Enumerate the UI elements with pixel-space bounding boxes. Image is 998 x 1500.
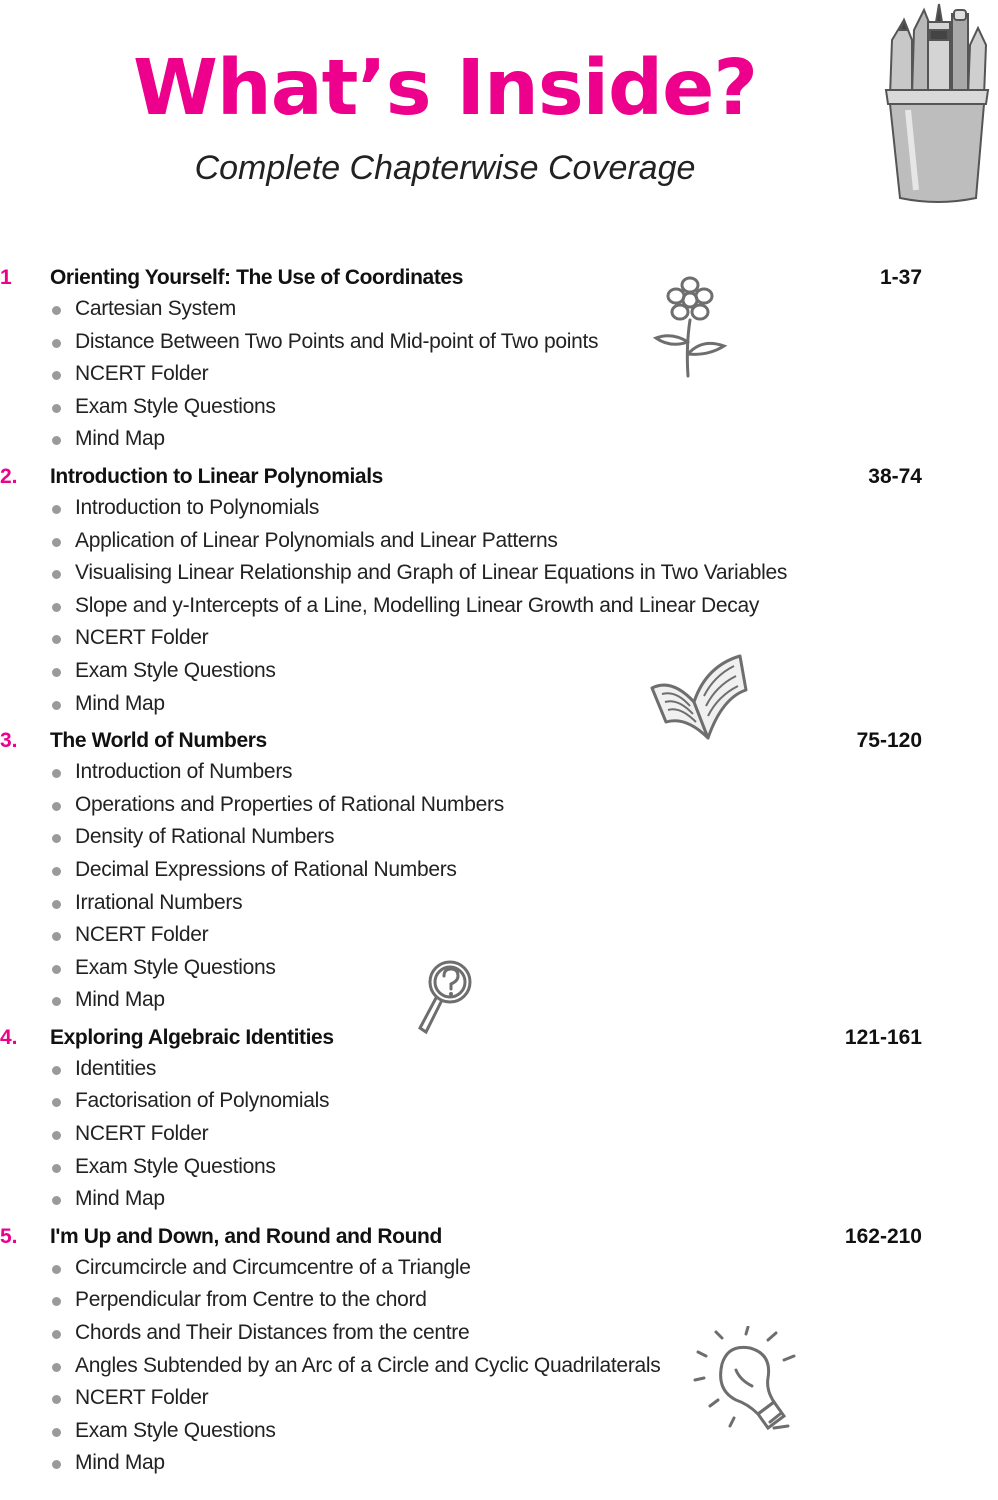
chapter-heading (0, 1023, 998, 1053)
bullet-icon (52, 570, 61, 579)
bullet-icon (52, 965, 61, 974)
topic-item (0, 655, 998, 688)
bullet-icon (52, 1098, 61, 1107)
topic-item (0, 756, 998, 789)
topic-label: Chords and Their Distances from the centre (75, 1321, 470, 1345)
bullet-icon (52, 932, 61, 941)
chapter-title: I'm Up and Down, and Round and Round (50, 1224, 442, 1248)
topic-item (0, 622, 998, 655)
table-of-contents (0, 263, 998, 1486)
chapter-block (0, 263, 998, 456)
topic-item (0, 854, 998, 887)
topic-label: NCERT Folder (75, 362, 209, 386)
bullet-icon (52, 1196, 61, 1205)
chapter-block (0, 726, 998, 1017)
topic-label: NCERT Folder (75, 1386, 209, 1410)
chapter-block (0, 1023, 998, 1216)
topic-label: Visualising Linear Relationship and Graph of Linear Equations in Two Variables (75, 561, 788, 585)
bullet-icon (52, 769, 61, 778)
topic-item (0, 423, 998, 456)
topic-item (0, 688, 998, 721)
topic-label: Decimal Expressions of Rational Numbers (75, 857, 457, 881)
topic-label: Operations and Properties of Rational Numbers (75, 792, 504, 816)
page-subtitle: Complete Chapterwise Coverage (194, 149, 696, 187)
topic-label: Exam Style Questions (75, 394, 276, 418)
bullet-icon (52, 1265, 61, 1274)
bullet-icon (52, 1460, 61, 1469)
chapter-heading (0, 726, 998, 756)
chapter-title: Introduction to Linear Polynomials (50, 464, 383, 488)
topic-label: NCERT Folder (75, 923, 209, 947)
chapter-page-range: 121-161 (844, 1025, 922, 1049)
bullet-icon (52, 834, 61, 843)
topic-item (0, 1317, 998, 1350)
chapter-block (0, 462, 998, 720)
chapter-title: Exploring Algebraic Identities (50, 1025, 334, 1049)
topic-label: Cartesian System (75, 297, 236, 320)
topic-list (0, 492, 998, 720)
bullet-icon (52, 371, 61, 380)
chapter-title: The World of Numbers (50, 729, 267, 753)
bullet-icon (52, 900, 61, 909)
chapter-page-range: 38-74 (868, 464, 922, 488)
topic-item (0, 590, 998, 623)
bullet-icon (52, 404, 61, 413)
page-title: What’s Inside? (132, 44, 758, 133)
topic-label: Angles Subtended by an Arc of a Circle and Cyclic Quadrilaterals (75, 1353, 661, 1377)
topic-label: Mind Map (75, 988, 165, 1012)
topic-item (0, 1118, 998, 1151)
topic-label: Circumcircle and Circumcentre of a Triangle (75, 1255, 471, 1279)
bullet-icon (52, 1395, 61, 1404)
topic-label: Exam Style Questions (75, 1154, 276, 1178)
bullet-icon (52, 997, 61, 1006)
topic-item (0, 492, 998, 525)
topic-item (0, 525, 998, 558)
bullet-icon (52, 1131, 61, 1140)
topic-label: Identities (75, 1056, 157, 1080)
topic-item (0, 887, 998, 920)
topic-label: Introduction to Polynomials (75, 495, 320, 519)
bullet-icon (52, 436, 61, 445)
bullet-icon (52, 603, 61, 612)
chapter-block (0, 1222, 998, 1480)
topic-item (0, 1252, 998, 1285)
topic-label: Irrational Numbers (75, 890, 243, 914)
bullet-icon (52, 505, 61, 514)
chapter-page-range: 1-37 (879, 266, 922, 289)
chapter-heading (0, 462, 998, 492)
topic-label: NCERT Folder (75, 626, 209, 650)
topic-item (0, 984, 998, 1017)
topic-label: Density of Rational Numbers (75, 825, 335, 849)
bullet-icon (52, 339, 61, 348)
topic-label: Application of Linear Polynomials and Linear Patterns (75, 528, 558, 552)
topic-item (0, 1382, 998, 1415)
topic-label: Mind Map (75, 427, 165, 451)
chapter-heading (0, 1222, 998, 1252)
topic-label: Mind Map (75, 1187, 165, 1211)
bullet-icon (52, 668, 61, 677)
bullet-icon (52, 306, 61, 315)
bullet-icon (52, 802, 61, 811)
bullet-icon (52, 1428, 61, 1437)
topic-label: Introduction of Numbers (75, 760, 293, 784)
topic-item (0, 1085, 998, 1118)
bullet-icon (52, 1066, 61, 1075)
pencil-cup-icon (882, 0, 992, 206)
chapter-heading (0, 263, 998, 293)
chapter-page-range: 75-120 (856, 729, 922, 753)
topic-item (0, 789, 998, 822)
chapter-number: 4. (0, 1025, 18, 1049)
topic-item (0, 1053, 998, 1086)
topic-item (0, 358, 998, 391)
topic-label: NCERT Folder (75, 1122, 209, 1146)
topic-label: Mind Map (75, 691, 165, 715)
bullet-icon (52, 635, 61, 644)
bullet-icon (52, 701, 61, 710)
topic-item (0, 557, 998, 590)
topic-label: Exam Style Questions (75, 1418, 276, 1442)
topic-list (0, 293, 998, 456)
bullet-icon (52, 1363, 61, 1372)
chapter-number: 1 (0, 266, 12, 289)
topic-label: Exam Style Questions (75, 658, 276, 682)
topic-label: Distance Between Two Points and Mid-point of Two points (75, 329, 599, 353)
topic-item (0, 391, 998, 424)
chapter-number: 2. (0, 464, 18, 488)
topic-label: Factorisation of Polynomials (75, 1089, 330, 1113)
topic-item (0, 1183, 998, 1216)
topic-item (0, 1350, 998, 1383)
topic-item (0, 1415, 998, 1448)
topic-item (0, 293, 998, 326)
topic-item (0, 1284, 998, 1317)
bullet-icon (52, 1330, 61, 1339)
topic-item (0, 1447, 998, 1480)
topic-item (0, 952, 998, 985)
topic-label: Mind Map (75, 1451, 165, 1475)
chapter-number: 3. (0, 729, 18, 753)
chapter-title: Orienting Yourself: The Use of Coordinates (50, 266, 463, 289)
topic-list (0, 756, 998, 1017)
chapter-number: 5. (0, 1224, 18, 1248)
topic-label: Exam Style Questions (75, 955, 276, 979)
topic-item (0, 821, 998, 854)
topic-list (0, 1252, 998, 1480)
topic-list (0, 1053, 998, 1216)
bullet-icon (52, 867, 61, 876)
topic-label: Slope and y-Intercepts of a Line, Modelling Linear Growth and Linear Decay (75, 593, 760, 617)
topic-item (0, 919, 998, 952)
topic-item (0, 326, 998, 359)
topic-label: Perpendicular from Centre to the chord (75, 1288, 427, 1312)
bullet-icon (52, 1297, 61, 1306)
bullet-icon (52, 1164, 61, 1173)
chapter-page-range: 162-210 (844, 1224, 922, 1248)
topic-item (0, 1151, 998, 1184)
bullet-icon (52, 538, 61, 547)
